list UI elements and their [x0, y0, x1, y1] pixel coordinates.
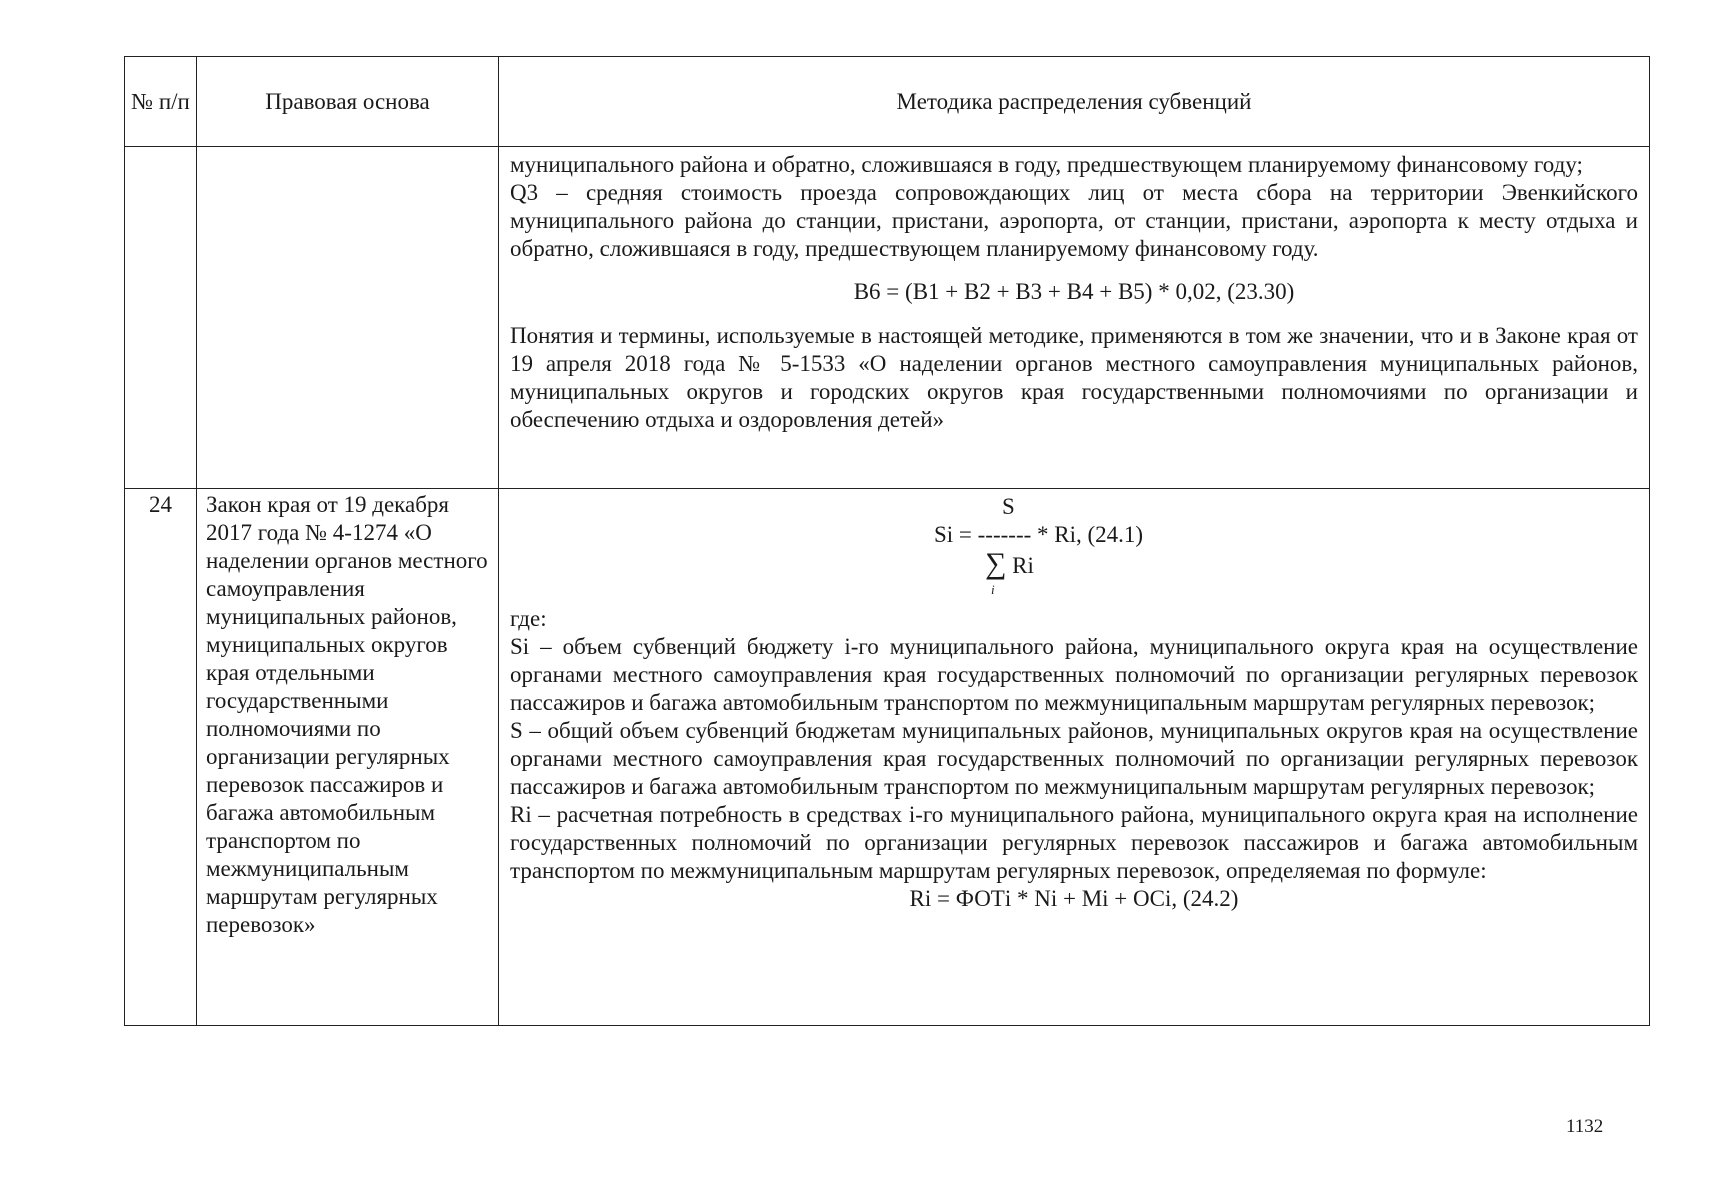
paragraph-terms-note: Понятия и термины, используемые в настоящей методике, применяются в том же значении, что и в Законе края от 19 апреля 2018 года № 5-1533 «О наделении органов местного самоуправления муниципальных районов, муниципальных округов и городских округов края государственными полномочиями по организации и обеспечению отдыха и оздоровления детей» — [510, 323, 1638, 432]
paragraph-s-definition: S – общий объем субвенций бюджетам муниципальных районов, муниципальных округов края на осуществление органами местного самоуправления края государственных полномочий по организации регулярных перевозок пассажиров и багажа автомобильным транспортом по межмуниципальным маршрутам регулярных перевозок; — [510, 718, 1638, 799]
formula-denominator — [985, 547, 1034, 580]
paragraph-si-definition: Si – объем субвенций бюджету i-го муниципального района, муниципального округа края на осуществление органами местного самоуправления края государственных полномочий по организации регулярных перевозок пассажиров и багажа автомобильным транспортом по межмуниципальным маршрутам регулярных перевозок; — [510, 634, 1638, 715]
paragraph-ri-definition: Ri – расчетная потребность в средствах i-го муниципального района, муниципального округа края на исполнение государственных полномочий по организации регулярных перевозок пассажиров и багажа автомобильным транспортом по межмуниципальным маршрутам регулярных перевозок, определяемая по формуле: — [510, 802, 1638, 883]
sum-index: i — [991, 582, 995, 597]
page-number: 1132 — [1566, 1116, 1604, 1137]
row-number-cell — [125, 147, 197, 489]
header-number-label: № п/п — [131, 89, 190, 114]
legal-basis-cell: Закон края от 19 декабря 2017 года № 4-1274 «О наделении органов местного самоуправления муниципальных районов, муниципальных округов края отдельными государственными полномочиями по организации регулярных перевозок пассажиров и багажа автомобильным транспортом по межмуниципальным маршрутам регулярных перевозок» — [197, 489, 499, 1026]
formula-numerator: S — [1002, 494, 1015, 519]
header-methodology-label: Методика распределения субвенций — [896, 88, 1252, 114]
header-number — [125, 57, 197, 147]
header-legal-basis-label: Правовая основа — [265, 88, 430, 114]
formula-equation: Si = ------- * Ri, (24.1) — [934, 522, 1144, 547]
subsidy-methodology-table — [124, 56, 1650, 1026]
formula-denominator-term: Ri — [1012, 553, 1034, 578]
paragraph-q3-definition: Q3 – средняя стоимость проезда сопровождающих лиц от места сбора на территории Эвенкийского муниципального района до станции, пристани, аэропорта, от станции, пристани, аэропорта к месту отдыха и обратно, сложившаяся в году, предшествующем планируемому финансовому году. — [510, 180, 1638, 261]
table-row — [125, 147, 1650, 489]
formula-24-1 — [934, 493, 1214, 605]
formula-24-2: Ri = ФОТi * Ni + Mi + OCi, (24.2) — [909, 886, 1239, 911]
methodology-cell — [499, 489, 1650, 1026]
methodology-cell — [499, 147, 1650, 489]
header-methodology — [499, 57, 1650, 147]
legal-basis-cell — [197, 147, 499, 489]
where-label: где: — [510, 606, 547, 631]
table-header-row — [125, 57, 1650, 147]
row-number-cell: 24 — [125, 489, 197, 1026]
sum-sign: ∑ — [985, 547, 1007, 580]
paragraph-continuation: муниципального района и обратно, сложившаяся в году, предшествующем планируемому финансовому году; — [510, 152, 1583, 177]
table-row — [125, 489, 1650, 1026]
header-legal-basis — [197, 57, 499, 147]
formula-23-30: B6 = (B1 + B2 + B3 + B4 + B5) * 0,02, (23.30) — [853, 279, 1295, 304]
